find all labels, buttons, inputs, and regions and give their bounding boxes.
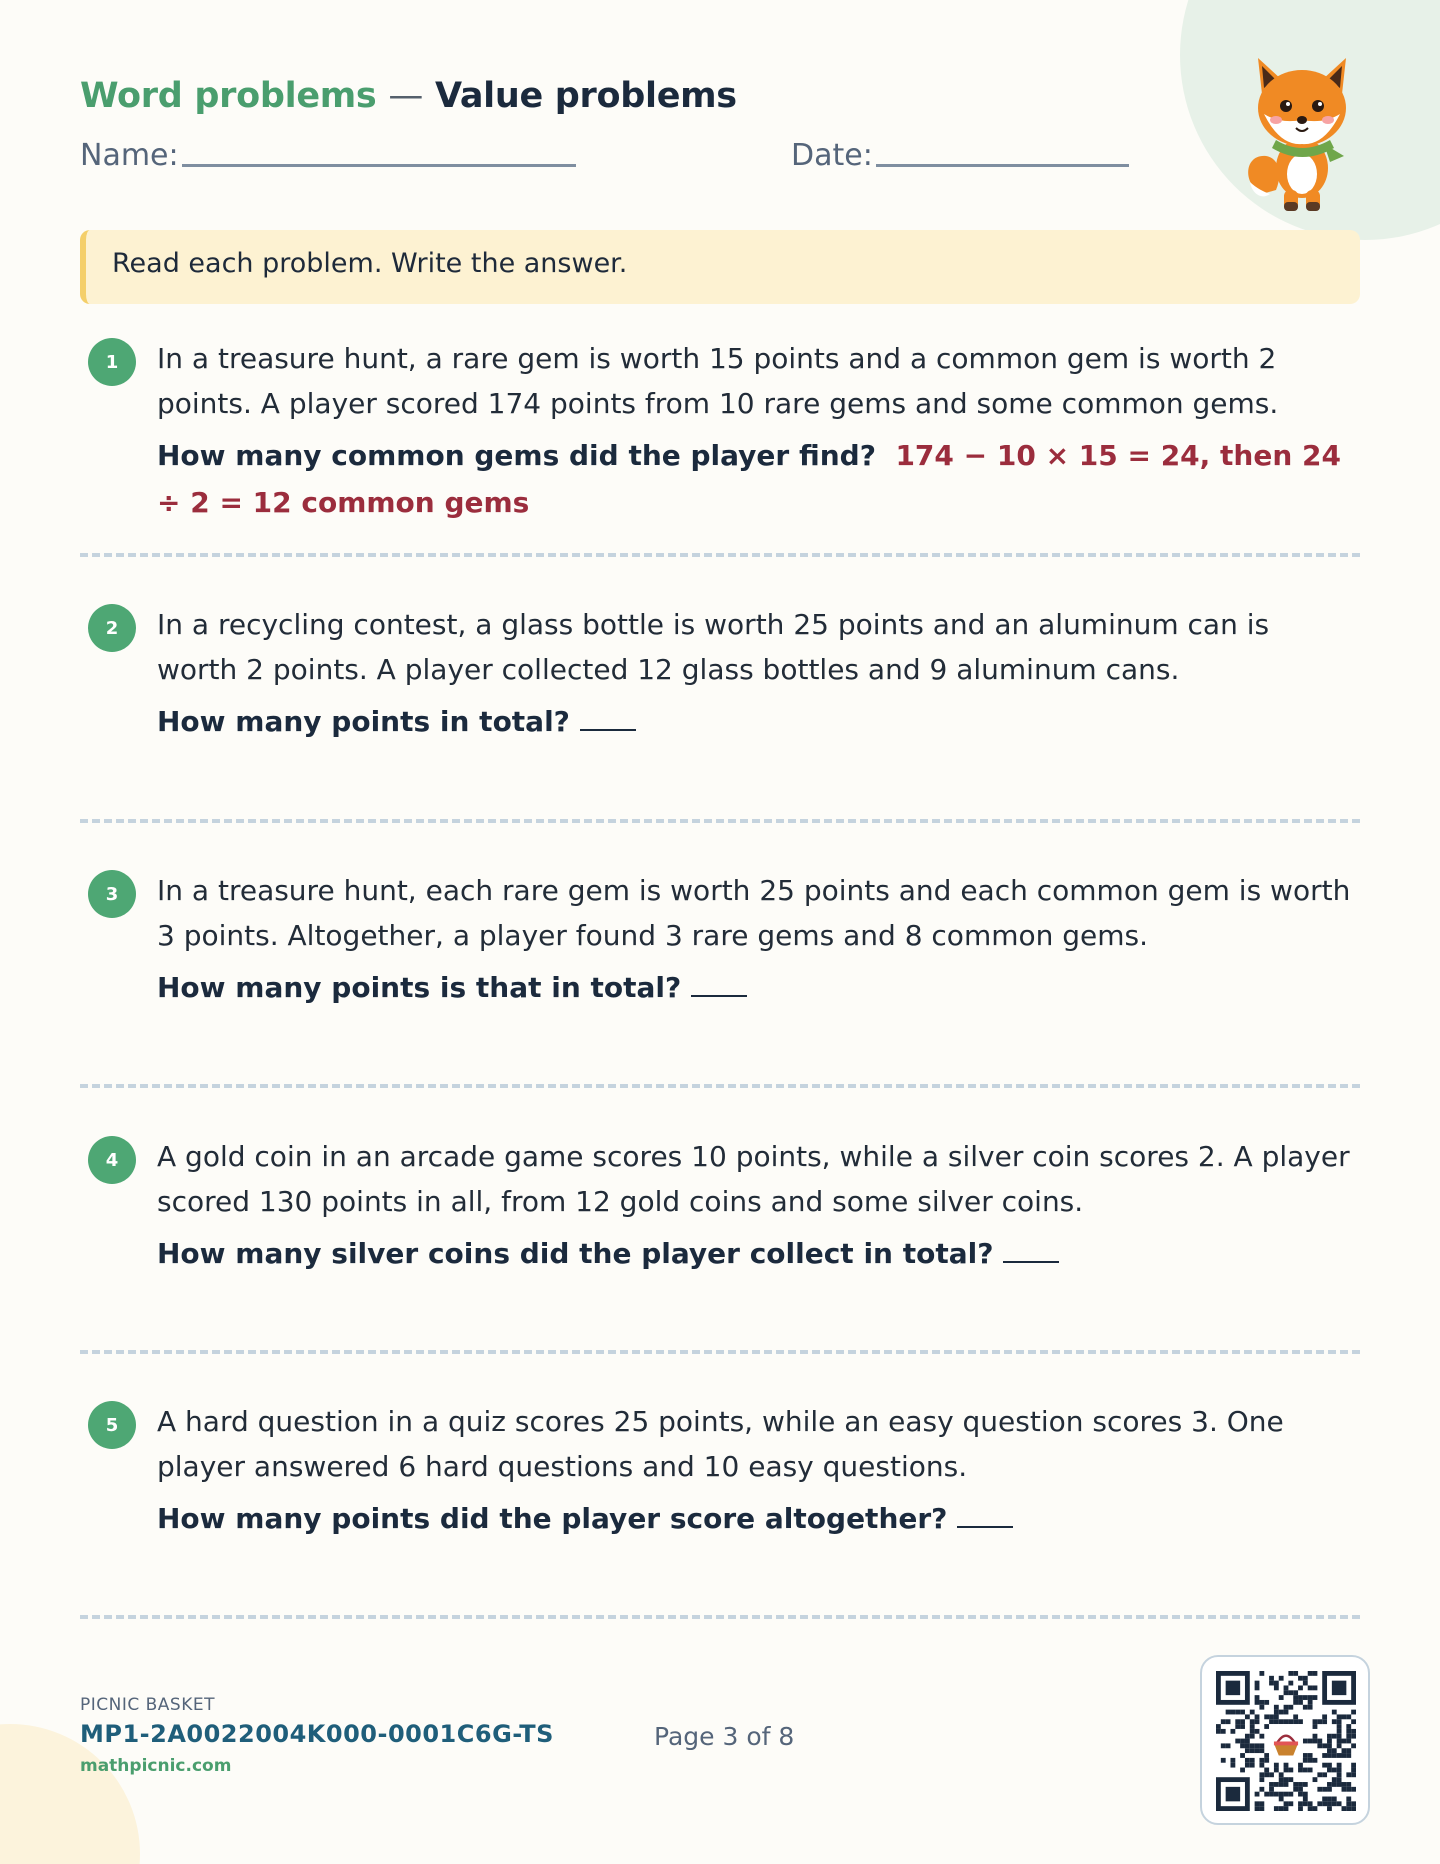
answer-text: 174 − 10 × 15 = 24, then 24 ÷ 2 = 12 common gems <box>157 439 1342 519</box>
title-separator: — <box>388 76 424 116</box>
question-text: How many silver coins did the player collect in total? <box>157 1237 994 1270</box>
problem-question <box>157 964 1357 1011</box>
footer-site-link[interactable]: mathpicnic.com <box>80 1756 232 1776</box>
problem-question <box>157 698 1357 745</box>
problem-question <box>157 1495 1357 1542</box>
problem-number-badge: 2 <box>88 604 136 652</box>
section-divider <box>80 553 1360 557</box>
section-divider <box>80 819 1360 823</box>
problem-text: A gold coin in an arcade game scores 10 points, while a silver coin scores 2. A player scored 130 points in all, from 12 gold coins and some silver coins. <box>157 1140 1350 1218</box>
problem-question <box>157 1230 1357 1277</box>
problem-text: A hard question in a quiz scores 25 points, while an easy question scores 3. One player answered 6 hard questions and 10 easy questions. <box>157 1405 1284 1483</box>
section-divider <box>80 1615 1360 1619</box>
date-field[interactable] <box>876 164 1129 167</box>
problem-number-badge: 5 <box>88 1401 136 1449</box>
fox-mascot-icon <box>1240 44 1364 214</box>
problem-text: In a recycling contest, a glass bottle is worth 25 points and an aluminum can is worth 2 points. A player collected 12 glass bottles and 9 aluminum cans. <box>157 608 1270 686</box>
section-divider <box>80 1084 1360 1088</box>
page-number: Page 3 of 8 <box>654 1722 795 1751</box>
answer-blank[interactable] <box>691 995 747 997</box>
instruction-text: Read each problem. Write the answer. <box>112 248 628 279</box>
answer-blank[interactable] <box>1003 1261 1059 1263</box>
problem-text: In a treasure hunt, each rare gem is worth 25 points and each common gem is worth 3 points. Altogether, a player found 3 rare gems and 8 common gems. <box>157 874 1351 952</box>
page-title <box>80 76 737 116</box>
problem-text: In a treasure hunt, a rare gem is worth 15 points and a common gem is worth 2 points. A player scored 174 points from 10 rare gems and some common gems. <box>157 342 1279 420</box>
name-label: Name: <box>80 138 179 173</box>
name-field[interactable] <box>182 164 576 167</box>
problem-question <box>157 432 1357 526</box>
problem-number-badge: 4 <box>88 1136 136 1184</box>
question-text: How many points in total? <box>157 705 570 738</box>
qr-code-icon <box>1216 1671 1356 1811</box>
qr-code-icon <box>1200 1655 1370 1825</box>
problem-number-badge: 1 <box>88 338 136 386</box>
answer-blank[interactable] <box>580 729 636 731</box>
title-topic: Word problems <box>80 76 377 116</box>
date-label: Date: <box>791 138 873 173</box>
footer-brand: PICNIC BASKET <box>80 1695 215 1715</box>
question-text: How many common gems did the player find? <box>157 439 876 472</box>
instruction-banner <box>80 230 1360 304</box>
question-text: How many points is that in total? <box>157 971 682 1004</box>
section-divider <box>80 1350 1360 1354</box>
problem-number-badge: 3 <box>88 870 136 918</box>
question-text: How many points did the player score altogether? <box>157 1502 948 1535</box>
answer-blank[interactable] <box>957 1526 1013 1528</box>
title-subtopic: Value problems <box>434 76 737 116</box>
worksheet-code: MP1-2A0022004K000-0001C6G-TS <box>80 1720 554 1748</box>
